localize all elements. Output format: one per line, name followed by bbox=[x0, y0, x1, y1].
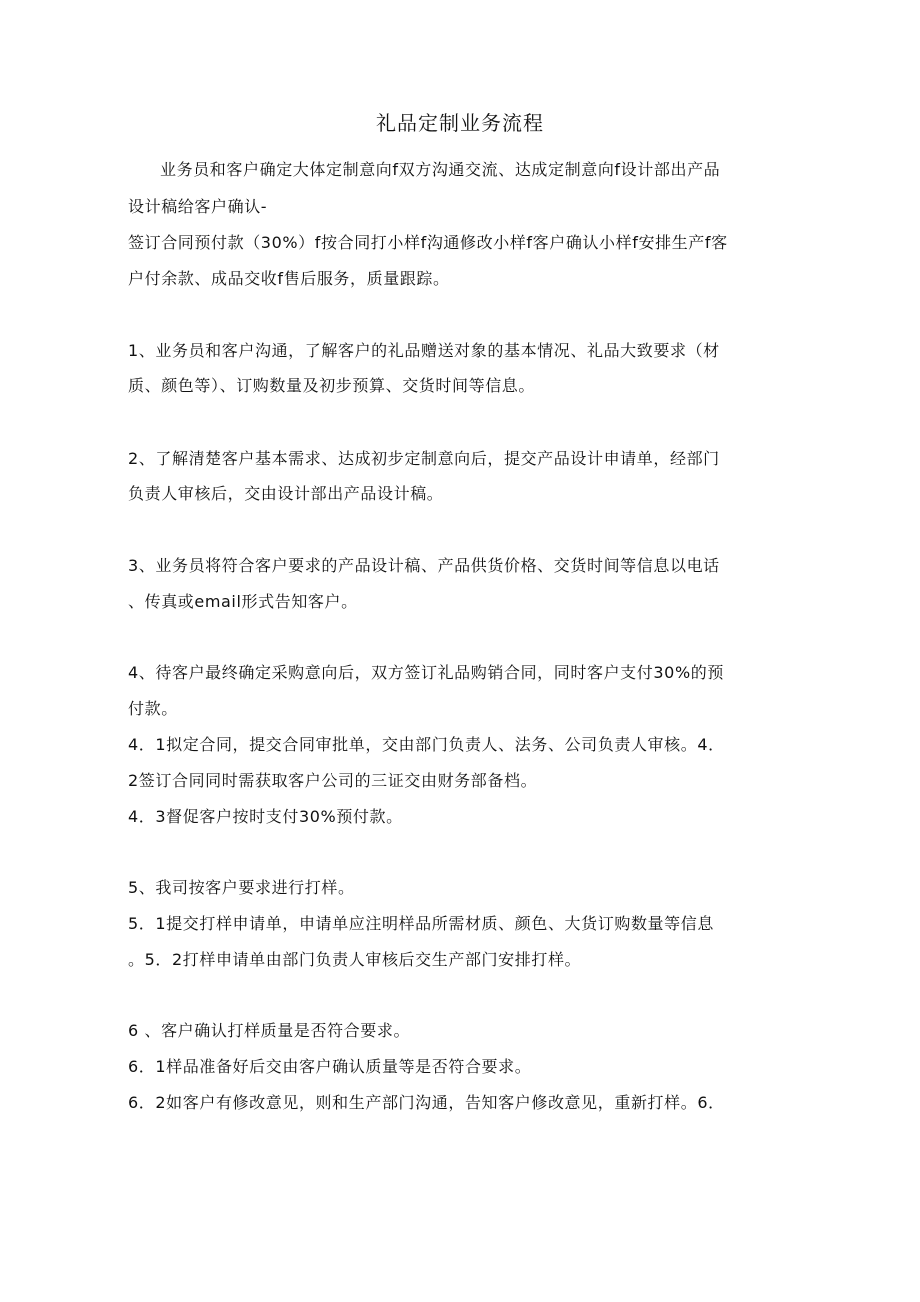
document-title: 礼品定制业务流程 bbox=[376, 111, 544, 135]
paragraph-line: 质、颜色等）、订购数量及初步预算、交货时间等信息。 bbox=[128, 376, 536, 395]
paragraph-line: 5．1提交打样申请单，申请单应注明样品所需材质、颜色、大货订购数量等信息 bbox=[128, 914, 714, 933]
paragraph-line: 6．2如客户有修改意见，则和生产部门沟通，告知客户修改意见，重新打样。6． bbox=[128, 1093, 725, 1112]
paragraph-line: 2、了解清楚客户基本需求、达成初步定制意向后，提交产品设计申请单，经部门 bbox=[128, 449, 720, 468]
paragraph-line: 4．3督促客户按时支付30%预付款。 bbox=[128, 807, 403, 826]
paragraph-line: 2签订合同同时需获取客户公司的三证交由财务部备档。 bbox=[128, 771, 538, 790]
paragraph-line: 、传真或email形式告知客户。 bbox=[128, 592, 358, 611]
paragraph-line: 1、业务员和客户沟通，了解客户的礼品赠送对象的基本情况、礼品大致要求（材 bbox=[128, 341, 720, 360]
paragraph-line: 户付余款、成品交收f售后服务，质量跟踪。 bbox=[128, 269, 450, 288]
paragraph-line: 3、业务员将符合客户要求的产品设计稿、产品供货价格、交货时间等信息以电话 bbox=[128, 556, 720, 575]
paragraph-line: 4．1拟定合同，提交合同审批单，交由部门负责人、法务、公司负责人审核。4． bbox=[128, 735, 725, 754]
paragraph-line: 设计稿给客户确认- bbox=[128, 197, 268, 216]
paragraph-line: 签订合同预付款（30%）f按合同打小样f沟通修改小样f客户确认小样f安排生产f客 bbox=[128, 233, 728, 252]
paragraph-line: 业务员和客户确定大体定制意向f双方沟通交流、达成定制意向f设计部出产品 bbox=[160, 160, 721, 179]
paragraph-line: 4、待客户最终确定采购意向后，双方签订礼品购销合同，同时客户支付30%的预 bbox=[128, 663, 724, 682]
paragraph-line: 6 、客户确认打样质量是否符合要求。 bbox=[128, 1021, 411, 1040]
paragraph-line: 。5．2打样申请单由部门负责人审核后交生产部门安排打样。 bbox=[128, 950, 582, 969]
paragraph-line: 付款。 bbox=[128, 699, 178, 718]
paragraph-line: 5、我司按客户要求进行打样。 bbox=[128, 878, 355, 897]
paragraph-line: 负责人审核后，交由设计部出产品设计稿。 bbox=[128, 484, 444, 503]
paragraph-line: 6．1样品准备好后交由客户确认质量等是否符合要求。 bbox=[128, 1057, 532, 1076]
